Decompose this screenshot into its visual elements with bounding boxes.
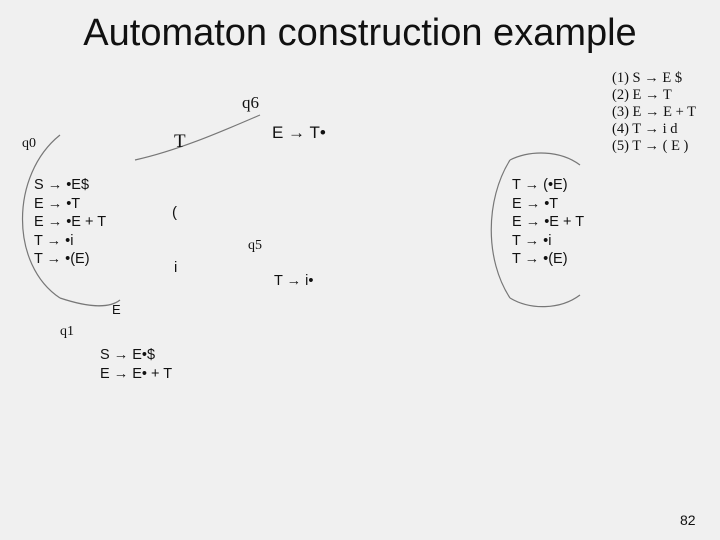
grammar-rule: (1) S → E $ bbox=[612, 70, 683, 86]
lr-item: T → •i bbox=[34, 232, 74, 249]
lr-item: E → •E + T bbox=[34, 214, 107, 230]
transition-label-E: E bbox=[112, 302, 121, 317]
state-q0-items bbox=[34, 176, 106, 269]
state-q7-outline-bottom bbox=[510, 295, 580, 307]
state-q1-items bbox=[100, 346, 172, 383]
lr-item: E → T• bbox=[272, 123, 326, 142]
state-q5-label: q5 bbox=[248, 238, 262, 253]
state-q6-label: q6 bbox=[242, 93, 259, 112]
lr-item: T → (•E) bbox=[512, 177, 568, 193]
state-q7-outline-top bbox=[510, 153, 580, 165]
state-q0-label: q0 bbox=[22, 136, 36, 151]
transition-label-i: i bbox=[174, 259, 178, 276]
state-q7-outline bbox=[491, 160, 510, 298]
lr-item: T → •(E) bbox=[34, 251, 90, 267]
slide-title: Automaton construction example bbox=[83, 12, 637, 54]
lr-item: S → E•$ bbox=[100, 347, 156, 363]
state-q1-label: q1 bbox=[60, 324, 74, 339]
grammar-rule: (3) E → E + T bbox=[612, 104, 697, 120]
state-q6-items bbox=[272, 124, 326, 143]
slide-number: 82 bbox=[680, 512, 696, 528]
transition-label-paren: ( bbox=[172, 204, 177, 221]
lr-item: T → i• bbox=[274, 273, 314, 289]
state-q7-items bbox=[512, 176, 584, 269]
grammar-rule: (5) T → ( E ) bbox=[612, 138, 689, 154]
lr-item: E → •T bbox=[512, 195, 559, 212]
lr-item: T → •i bbox=[512, 232, 552, 249]
transition-label-T: T bbox=[174, 131, 186, 152]
lr-item: S → •E$ bbox=[34, 177, 90, 193]
state-q0-outline-bottom bbox=[60, 298, 120, 306]
transition-edge-T bbox=[135, 115, 260, 160]
grammar-rule: (4) T → i d bbox=[612, 121, 678, 137]
lr-item: E → •T bbox=[34, 195, 81, 212]
grammar-rules bbox=[612, 70, 696, 155]
grammar-rule: (2) E → T bbox=[612, 87, 672, 103]
lr-item: E → •E + T bbox=[512, 214, 585, 230]
state-q5-items bbox=[274, 272, 313, 291]
lr-item: E → E• + T bbox=[100, 365, 173, 382]
lr-item: T → •(E) bbox=[512, 251, 568, 267]
